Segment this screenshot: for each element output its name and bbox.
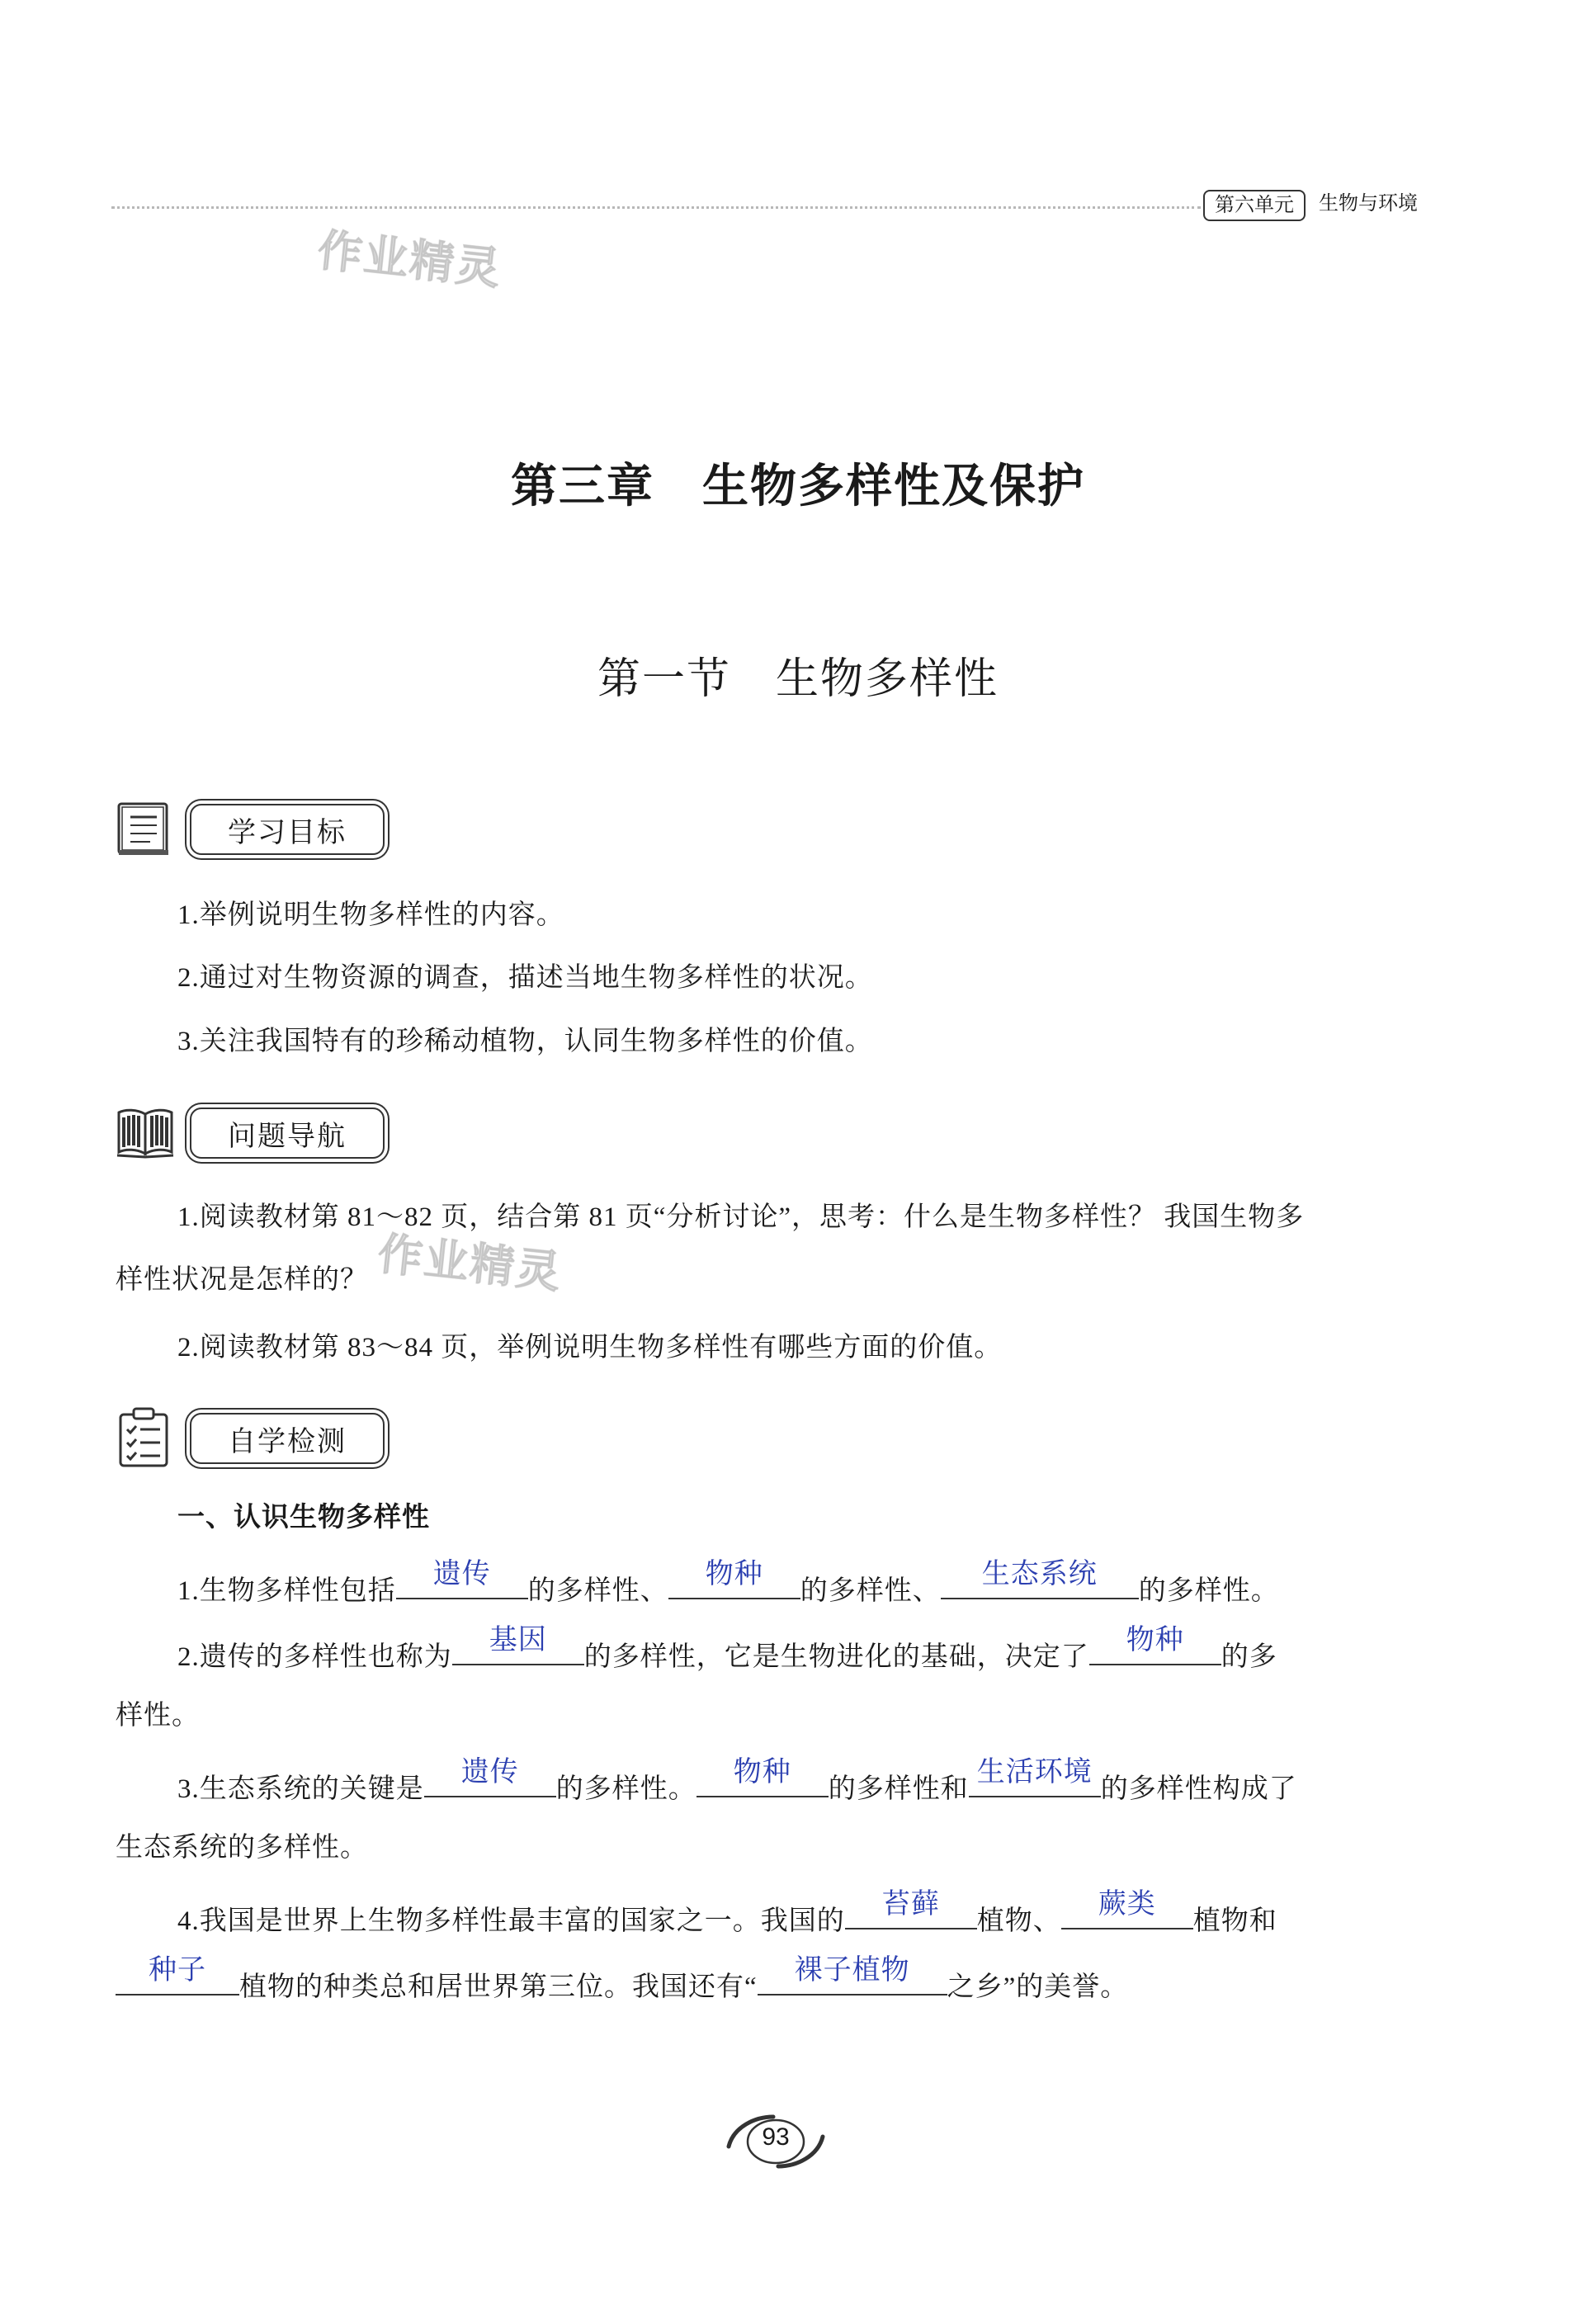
handwritten-answer: 物种 xyxy=(1126,1623,1184,1656)
handwritten-answer: 裸子植物 xyxy=(794,1953,910,1986)
watermark-middle: 作业精灵 xyxy=(375,1227,565,1299)
question-4-line-1 xyxy=(177,1887,1485,1940)
question-text: 之乡”的美誉。 xyxy=(947,1972,1129,2002)
handwritten-answer: 生活环境 xyxy=(976,1755,1093,1788)
clipboard-checklist-icon xyxy=(114,1405,173,1464)
answer-blank[interactable] xyxy=(1089,1623,1221,1665)
question-text: 的多样性、 xyxy=(800,1576,941,1606)
answer-blank[interactable] xyxy=(116,1953,239,1995)
question-text: 的多样性。 xyxy=(555,1774,696,1804)
page-number: 93 xyxy=(762,2123,790,2151)
answer-blank[interactable] xyxy=(424,1755,556,1797)
question-text: 植物的种类总和居世界第三位。我国还有“ xyxy=(239,1972,758,2002)
guide-item-2: 2.阅读教材第 83～84 页，举例说明生物多样性有哪些方面的价值。 xyxy=(177,1333,1003,1363)
question-text: 的多 xyxy=(1221,1642,1277,1672)
question-4-line-2 xyxy=(116,1953,1485,2006)
header-dotted-rule xyxy=(111,206,1201,209)
answer-blank[interactable] xyxy=(668,1557,800,1599)
answer-blank[interactable] xyxy=(452,1623,584,1665)
unit-tag: 第六单元 xyxy=(1203,190,1306,221)
handwritten-answer: 蕨类 xyxy=(1098,1887,1156,1920)
answer-blank[interactable] xyxy=(696,1755,829,1797)
banner-objectives: 学习目标 xyxy=(190,804,385,855)
question-text: 植物、 xyxy=(976,1906,1061,1936)
question-1 xyxy=(177,1557,1485,1610)
handwritten-answer: 种子 xyxy=(149,1953,206,1986)
question-text: 2.遗传的多样性也称为 xyxy=(177,1642,452,1672)
question-2-line-2 xyxy=(116,1697,1485,1735)
question-text: 生态系统的多样性。 xyxy=(116,1833,368,1863)
handwritten-answer: 物种 xyxy=(733,1755,791,1788)
handwritten-answer: 苔藓 xyxy=(881,1887,940,1920)
question-text: 的多样性。 xyxy=(1138,1576,1279,1606)
answer-blank[interactable] xyxy=(969,1755,1101,1797)
question-text: 的多样性、 xyxy=(527,1576,668,1606)
question-text: 样性。 xyxy=(116,1701,200,1731)
answer-blank[interactable] xyxy=(1061,1887,1193,1929)
handwritten-answer: 遗传 xyxy=(460,1755,519,1788)
objective-3: 3.关注我国特有的珍稀动植物，认同生物多样性的价值。 xyxy=(177,1027,873,1056)
answer-blank[interactable] xyxy=(758,1953,947,1995)
chapter-title: 第三章 生物多样性及保护 xyxy=(511,461,1085,512)
guide-item-1-line-1: 1.阅读教材第 81～82 页，结合第 81 页“分析讨论”，思考：什么是生物多样性？ 我国生物多 xyxy=(177,1202,1305,1232)
unit-name: 生物与环境 xyxy=(1319,193,1418,215)
question-text: 的多样性，它是生物进化的基础，决定了 xyxy=(583,1642,1089,1672)
question-text: 3.生态系统的关键是 xyxy=(177,1774,424,1804)
question-text: 的多样性构成了 xyxy=(1100,1774,1297,1804)
objective-1: 1.举例说明生物多样性的内容。 xyxy=(177,900,564,930)
objective-2: 2.通过对生物资源的调查，描述当地生物多样性的状况。 xyxy=(177,963,873,993)
handwritten-answer: 基因 xyxy=(489,1623,547,1656)
question-text: 的多样性和 xyxy=(828,1774,969,1804)
banner-guide: 问题导航 xyxy=(190,1108,385,1159)
handwritten-answer: 生态系统 xyxy=(981,1557,1098,1590)
question-2-line-1 xyxy=(177,1623,1485,1676)
question-text: 4.我国是世界上生物多样性最丰富的国家之一。我国的 xyxy=(177,1906,845,1936)
banner-selfcheck: 自学检测 xyxy=(190,1413,385,1464)
handwritten-answer: 遗传 xyxy=(432,1557,491,1590)
notebook-icon xyxy=(114,799,173,858)
selfcheck-heading: 一、认识生物多样性 xyxy=(177,1503,430,1533)
section-title: 第一节 生物多样性 xyxy=(597,656,999,703)
answer-blank[interactable] xyxy=(845,1887,977,1929)
guide-item-1-line-2: 样性状况是怎样的？ xyxy=(116,1265,368,1295)
question-text: 1.生物多样性包括 xyxy=(177,1576,396,1606)
answer-blank[interactable] xyxy=(396,1557,528,1599)
open-book-icon xyxy=(114,1103,173,1162)
question-3-line-1 xyxy=(177,1755,1485,1808)
handwritten-answer: 物种 xyxy=(705,1557,763,1590)
watermark-top: 作业精灵 xyxy=(314,224,505,295)
question-3-line-2 xyxy=(116,1829,1485,1867)
answer-blank[interactable] xyxy=(941,1557,1139,1599)
question-text: 植物和 xyxy=(1192,1906,1277,1936)
